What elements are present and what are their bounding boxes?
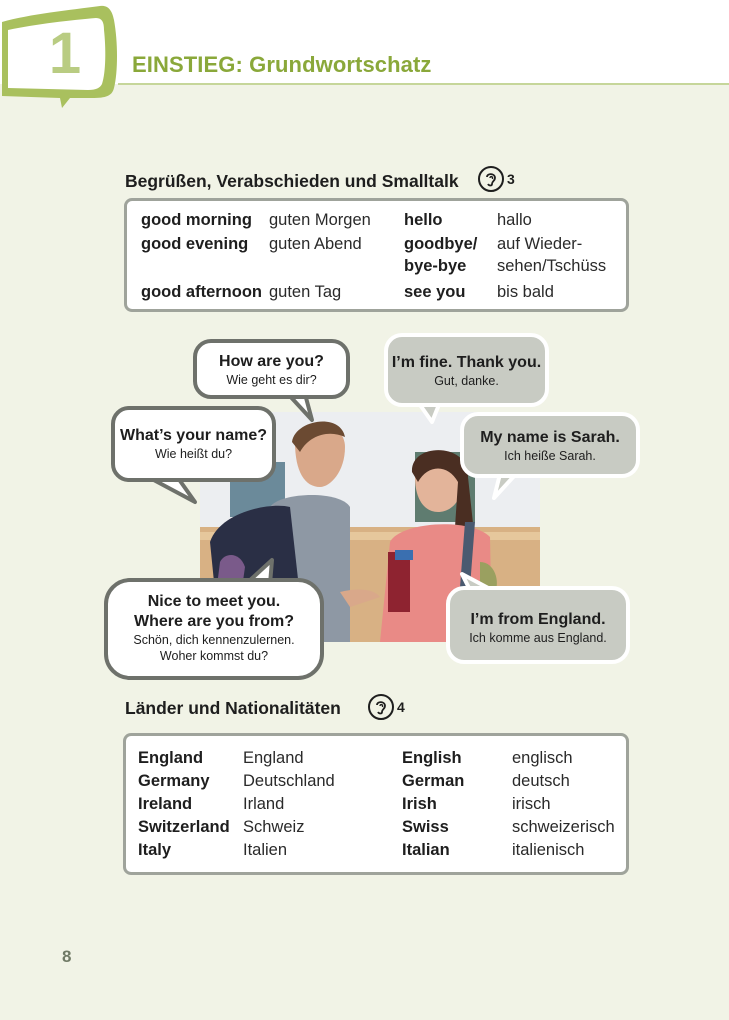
speech-bubble-how-are-you [193,339,350,399]
country-de: England [243,749,304,767]
bubble-english: How are you? [219,353,324,370]
country-de: Deutschland [243,772,335,790]
country-de: Schweiz [243,818,305,836]
bubble-english: I’m fine. Thank you. [391,354,542,371]
section-title-greetings: Begrüßen, Verabschieden und Smalltalk [125,171,459,191]
vocab-de: sehen/Tschüss [497,257,607,275]
country-de: Irland [243,795,285,813]
nationality-en: Irish [402,795,437,813]
vocab-de: guten Abend [269,235,362,253]
bubble-english: Nice to meet you. [147,593,281,610]
bubble-german: Woher kommst du? [159,649,269,663]
audio-reference-4[interactable] [368,694,405,720]
speech-bubble-im-fine [384,333,549,407]
bubble-english: Where are you from? [133,613,295,630]
nationality-en: German [402,772,465,790]
nationality-de: italienisch [512,841,585,859]
audio-track-number: 3 [507,171,515,187]
bubble-german: Wie heißt du? [154,447,233,461]
speech-bubble-nice-to-meet-you [104,578,324,680]
country-de: Italien [243,841,288,859]
speech-bubble-whats-your-name [111,406,276,482]
nationality-en: Italian [402,841,450,859]
country-en: Italy [138,841,172,859]
chapter-title: EINSTIEG: Grundwortschatz [132,52,432,77]
nationality-de: schweizerisch [512,818,615,836]
vocab-en: goodbye/ [404,235,478,253]
speech-bubble-my-name-is-sarah [460,412,640,478]
bubble-german: Ich heiße Sarah. [504,449,596,463]
vocab-de: guten Morgen [269,211,371,229]
bubble-german: Wie geht es dir? [226,373,317,387]
bubble-german: Schön, dich kennenzulernen. [133,633,295,647]
vocab-en: hello [404,211,443,229]
vocab-de: hallo [497,211,532,229]
vocab-de: guten Tag [269,283,342,301]
nationality-de: irisch [512,795,551,813]
bubble-english: What’s your name? [120,427,267,444]
country-en: Germany [138,772,210,790]
vocab-en: good evening [141,235,249,253]
nationality-de: deutsch [512,772,570,790]
vocab-en: good morning [141,211,252,229]
page-number: 8 [62,947,72,966]
vocab-en: bye-bye [404,257,467,275]
bubble-english: I’m from England. [470,611,606,628]
country-en: Switzerland [138,818,230,836]
nationality-de: englisch [512,749,573,767]
country-en: England [138,749,204,767]
nationality-en: Swiss [402,818,449,836]
nationality-en: English [402,749,462,767]
countries-vocab-box [123,733,629,875]
bubble-german: Gut, danke. [434,374,499,388]
vocab-de: auf Wieder- [497,235,583,253]
bubble-german: Ich komme aus England. [469,631,607,645]
vocab-en: good afternoon [141,283,262,301]
bubble-english: My name is Sarah. [480,429,620,446]
country-en: Ireland [138,795,193,813]
section-title-countries: Länder und Nationalitäten [125,698,341,718]
vocab-en: see you [404,283,466,301]
ear-icon [368,694,394,720]
chapter-number: 1 [48,21,82,86]
vocab-de: bis bald [497,283,554,301]
audio-track-number: 4 [397,699,405,715]
speech-bubble-im-from-england [446,586,630,664]
